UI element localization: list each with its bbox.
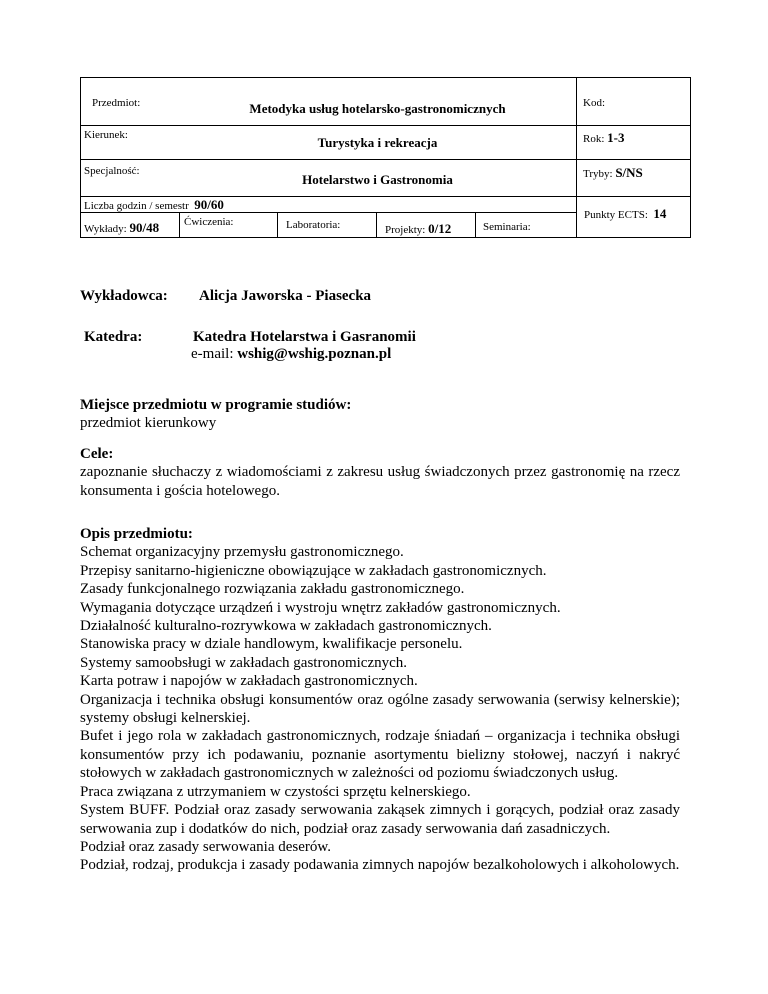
description-item: Podział oraz zasady serwowania deserów. bbox=[80, 838, 332, 855]
description-item: Karta potraw i napojów w zakładach gastronomicznych. bbox=[80, 673, 418, 690]
laboratories-label: Laboratoria: bbox=[286, 219, 341, 231]
description-heading: Opis przedmiotu: bbox=[80, 526, 193, 542]
lecturer-label: Wykładowca: bbox=[80, 288, 168, 304]
study-mode-value: S/NS bbox=[615, 165, 643, 180]
description-item: Bufet i jego rola w zakładach gastronomicznych, rodzaje śniadań – organizacja i technika obsługi konsumentów przy ich podawaniu, poznanie asortymentu bielizny stołowej, naczyń i nakryć stołowych w zakładach gastronomicznych w zależności od poziomu świadczonych usług. bbox=[80, 728, 680, 782]
field-of-study-label: Kierunek: bbox=[84, 129, 128, 141]
description-item: Schemat organizacyjny przemysłu gastronomicznego. bbox=[80, 544, 404, 561]
lecturer-name: Alicja Jaworska - Piasecka bbox=[199, 288, 372, 304]
hours-value: 90/60 bbox=[194, 197, 224, 212]
projects-value: 0/12 bbox=[428, 221, 452, 236]
lectures-label: Wykłady: 90/48 bbox=[84, 220, 160, 235]
ects-label: Punkty ECTS: 14 bbox=[584, 206, 667, 221]
description-item: Stanowiska pracy w dziale handlowym, kwalifikacje personelu. bbox=[80, 636, 463, 653]
subject-label: Przedmiot: bbox=[92, 97, 141, 109]
department-name: Katedra Hotelarstwa i Gasranomii bbox=[193, 329, 416, 345]
projects-label: Projekty: 0/12 bbox=[385, 221, 452, 236]
specialization-value: Hotelarstwo i Gastronomia bbox=[302, 172, 453, 187]
course-header-table bbox=[80, 77, 691, 238]
subject-value: Metodyka usług hotelarsko-gastronomicznych bbox=[249, 101, 506, 116]
goals-heading: Cele: bbox=[80, 446, 114, 462]
exercises-label: Ćwiczenia: bbox=[184, 216, 234, 228]
description-item: Przepisy sanitarno-higieniczne obowiązujące w zakładach gastronomicznych. bbox=[80, 562, 547, 579]
goals-text: zapoznanie słuchaczy z wiadomościami z zakresu usług świadczonych przez gastronomię na rzecz konsumenta i gościa hotelowego. bbox=[80, 464, 680, 499]
lectures-value: 90/48 bbox=[129, 220, 160, 235]
seminars-label: Seminaria: bbox=[483, 221, 531, 233]
study-mode-label: Tryby: S/NS bbox=[583, 165, 643, 180]
ects-value: 14 bbox=[653, 206, 667, 221]
specialization-label: Specjalność: bbox=[84, 165, 140, 177]
year-label: Rok: 1-3 bbox=[583, 130, 625, 145]
description-section bbox=[80, 525, 680, 875]
description-item: System BUFF. Podział oraz zasady serwowania zakąsek zimnych i gorących, podział oraz zasady serwowania zup i dodatków do nich, podział oraz zasady serwowania dań zasadniczych. bbox=[80, 802, 680, 837]
description-item: Systemy samoobsługi w zakładach gastronomicznych. bbox=[80, 654, 408, 671]
hours-label: Liczba godzin / semestr 90/60 bbox=[84, 197, 224, 212]
code-label: Kod: bbox=[583, 97, 605, 109]
program-placement-text: przedmiot kierunkowy bbox=[80, 415, 217, 432]
description-item: Wymagania dotyczące urządzeń i wystroju wnętrz zakładów gastronomicznych. bbox=[80, 599, 561, 616]
department-label: Katedra: bbox=[84, 329, 143, 345]
description-item: Organizacja i technika obsługi konsumentów oraz ogólne zasady serwowania (serwisy kelnerskie); systemy obsługi kelnerskiej. bbox=[80, 691, 680, 727]
department-email-line: e-mail: wshig@wshig.poznan.pl bbox=[191, 346, 392, 362]
description-item: Podział, rodzaj, produkcja i zasady podawania zimnych napojów bezalkoholowych i alkoholowych. bbox=[80, 857, 680, 874]
program-placement-heading: Miejsce przedmiotu w programie studiów: bbox=[80, 397, 352, 413]
description-item: Działalność kulturalno-rozrywkowa w zakładach gastronomicznych. bbox=[80, 618, 492, 635]
program-placement-section bbox=[80, 396, 680, 433]
description-item: Zasady funkcjonalnego rozwiązania zakładu gastronomicznego. bbox=[80, 581, 465, 598]
department-email[interactable]: wshig@wshig.poznan.pl bbox=[237, 346, 392, 362]
field-of-study-value: Turystyka i rekreacja bbox=[317, 135, 438, 150]
goals-section bbox=[80, 445, 680, 500]
year-value: 1-3 bbox=[607, 130, 625, 145]
description-item: Praca związana z utrzymaniem w czystości sprzętu kelnerskiego. bbox=[80, 783, 471, 800]
